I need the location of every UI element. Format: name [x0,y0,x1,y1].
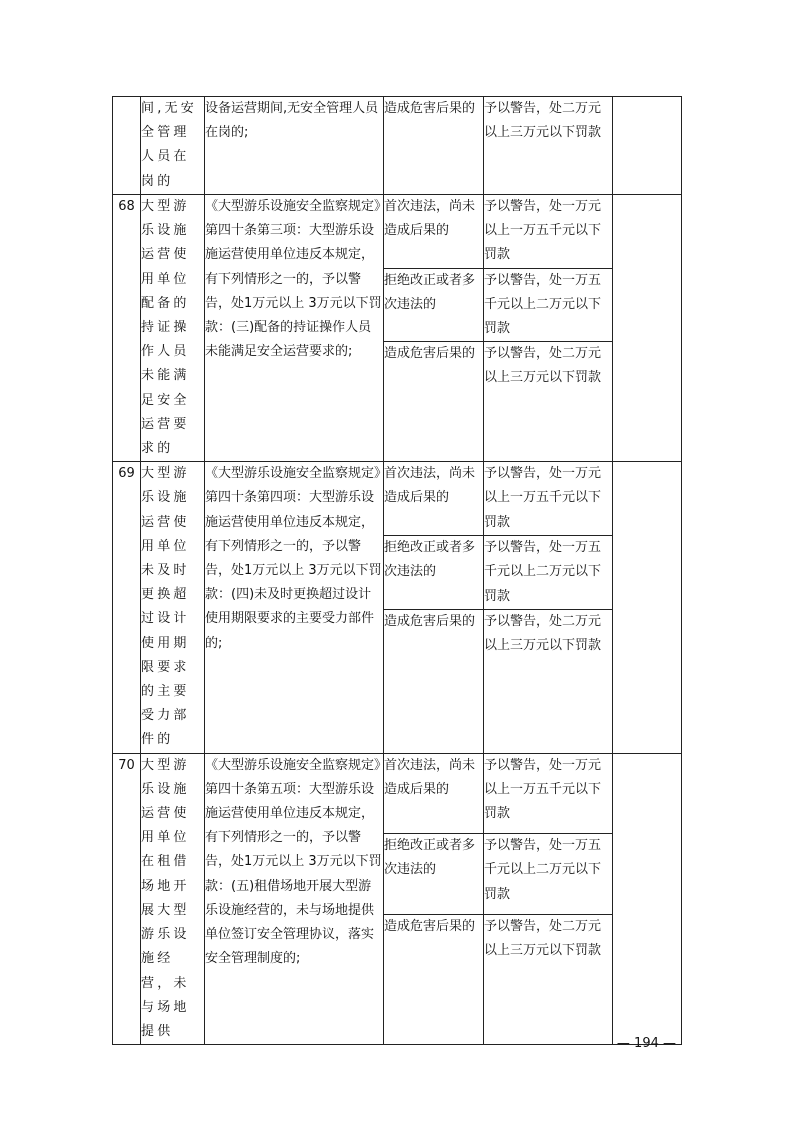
page-number: — 194 — [616,1036,676,1051]
table-row [113,195,682,269]
penalty: 予以警告，处二万元以上三万元以下罚款 [484,914,613,1044]
penalty: 予以警告，处一万五千元以上二万元以下罚款 [484,536,613,610]
penalty: 予以警告，处二万元以上三万元以下罚款 [484,97,613,195]
circumstance: 造成危害后果的 [384,342,484,462]
row-number: 68 [113,195,141,462]
penalty: 予以警告，处二万元以上三万元以下罚款 [484,342,613,462]
remarks-cell [613,753,682,1044]
violation-subject: 间,无安全管理人员在岗的 [141,97,205,195]
circumstance: 拒绝改正或者多次违法的 [384,268,484,342]
circumstance: 首次违法，尚未造成后果的 [384,462,484,536]
penalty: 予以警告，处一万五千元以上二万元以下罚款 [484,834,613,915]
penalty: 予以警告，处一万元以上一万五千元以下罚款 [484,462,613,536]
penalty: 予以警告，处一万五千元以上二万元以下罚款 [484,268,613,342]
row-number: 70 [113,753,141,1044]
penalty: 予以警告，处一万元以上一万五千元以下罚款 [484,195,613,269]
violation-subject: 大型游乐设施运营使用单位在租借场地开展大型游乐设施经营，未与场地提供 [141,753,205,1044]
circumstance: 造成危害后果的 [384,97,484,195]
violation-subject: 大型游乐设施运营使用单位未及时更换超过设计使用期限要求的主要受力部件的 [141,462,205,753]
circumstance: 造成危害后果的 [384,610,484,754]
circumstance: 拒绝改正或者多次违法的 [384,834,484,915]
legal-basis: 《大型游乐设施安全监察规定》第四十条第三项：大型游乐设施运营使用单位违反本规定，有下列情形之一的，予以警告，处1万元以上 3万元以下罚款：(三)配备的持证操作人员未能满足安全运营要求的; [205,195,384,462]
remarks-cell [613,97,682,195]
row-number [113,97,141,195]
penalty: 予以警告，处一万元以上一万五千元以下罚款 [484,753,613,834]
row-number: 69 [113,462,141,753]
circumstance: 首次违法，尚未造成后果的 [384,753,484,834]
table-row [113,97,682,195]
circumstance: 首次违法，尚未造成后果的 [384,195,484,269]
penalty-standards-table [112,96,682,1045]
remarks-cell [613,195,682,462]
table-row [113,753,682,834]
legal-basis: 设备运营期间,无安全管理人员在岗的; [205,97,384,195]
table-row [113,462,682,536]
penalty: 予以警告，处二万元以上三万元以下罚款 [484,610,613,754]
legal-basis: 《大型游乐设施安全监察规定》第四十条第五项：大型游乐设施运营使用单位违反本规定，有下列情形之一的，予以警告，处1万元以上 3万元以下罚款：(五)租借场地开展大型游乐设施经营的，未与场地提供单位签订安全管理协议，落实安全管理制度的; [205,753,384,1044]
circumstance: 拒绝改正或者多次违法的 [384,536,484,610]
legal-basis: 《大型游乐设施安全监察规定》第四十条第四项：大型游乐设施运营使用单位违反本规定，有下列情形之一的，予以警告，处1万元以上 3万元以下罚款：(四)未及时更换超过设计使用期限要求的主要受力部件的; [205,462,384,753]
violation-subject: 大型游乐设施运营使用单位配备的持证操作人员未能满足安全运营要求的 [141,195,205,462]
remarks-cell [613,462,682,753]
circumstance: 造成危害后果的 [384,914,484,1044]
